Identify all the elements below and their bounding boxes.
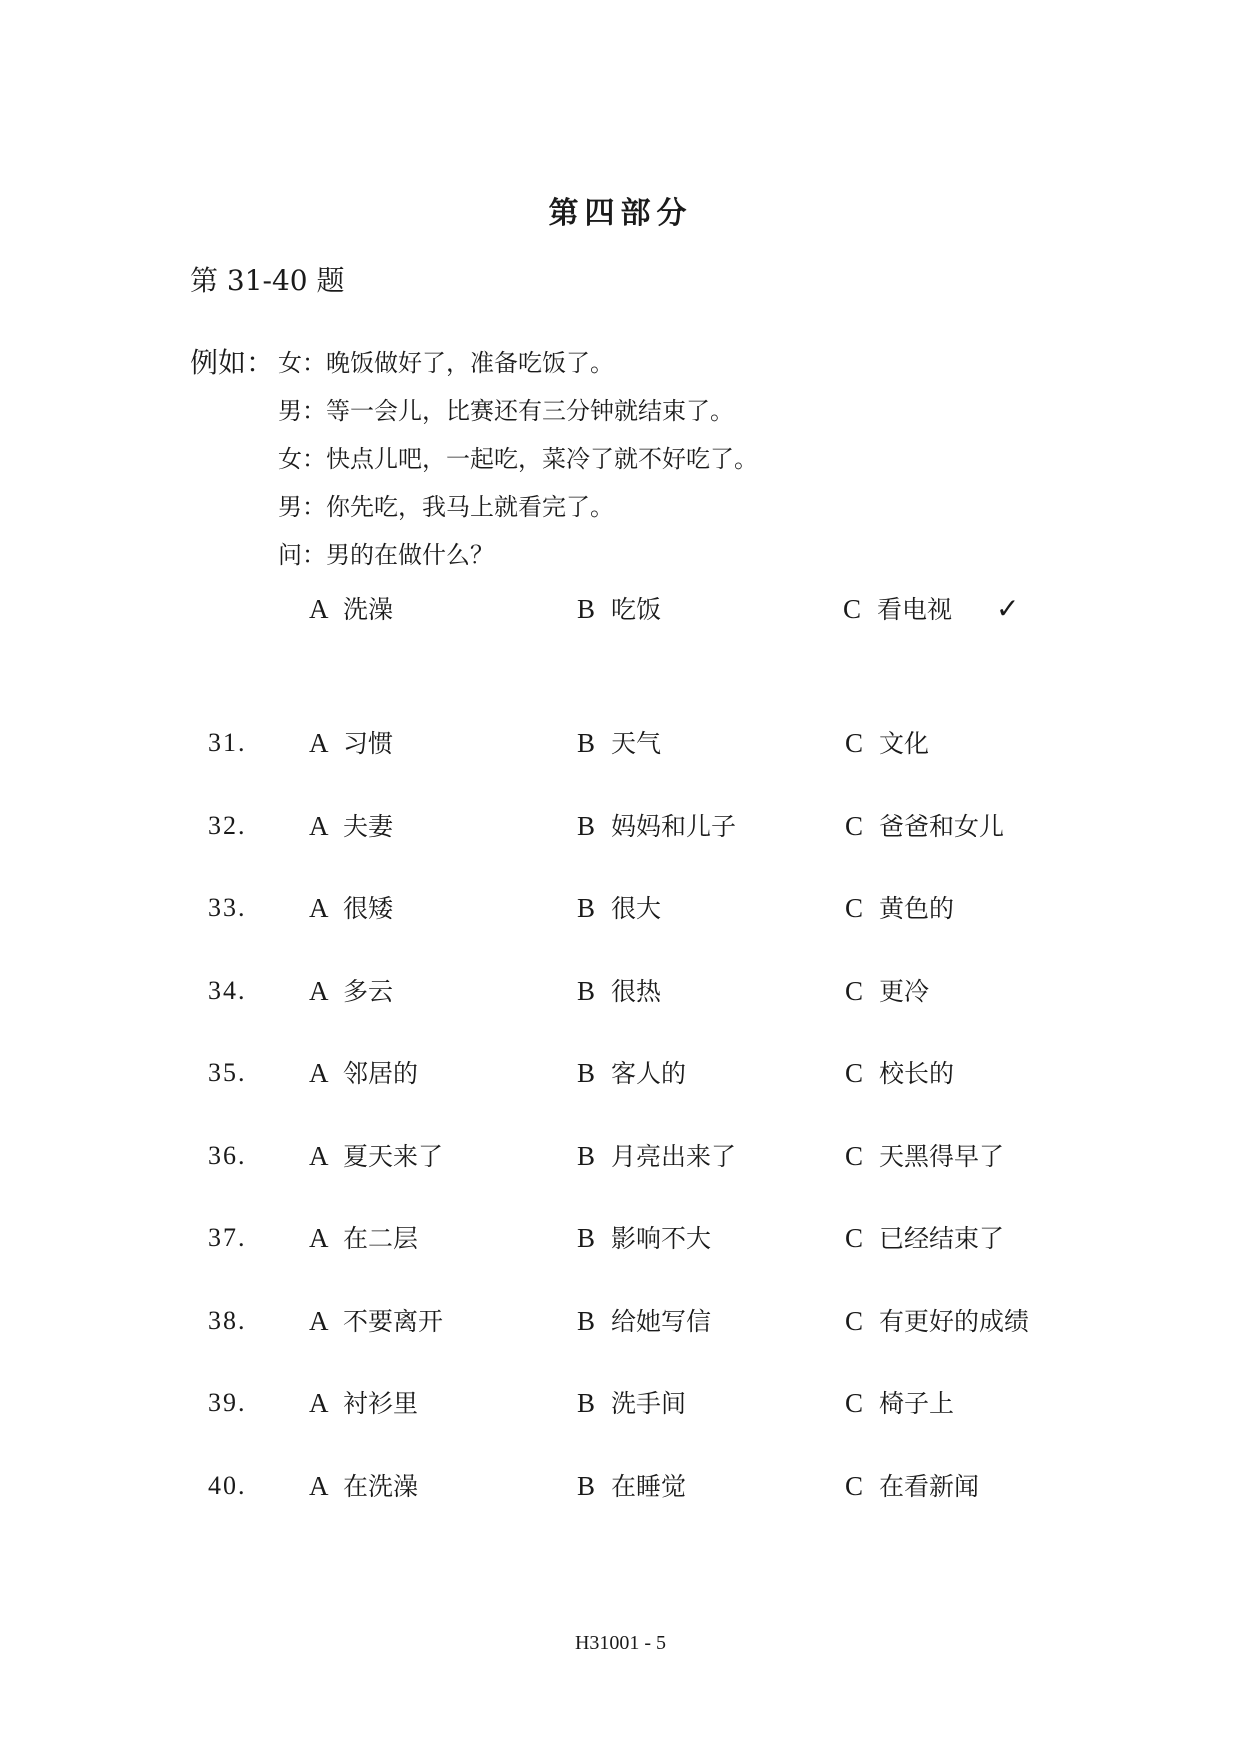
option-letter: C bbox=[845, 976, 864, 1006]
example-option-c bbox=[843, 591, 952, 628]
option-letter: B bbox=[577, 1058, 596, 1088]
option-letter: B bbox=[577, 976, 596, 1006]
example-dialogue-line: 女：晚饭做好了，准备吃饭了。 bbox=[278, 349, 614, 377]
option-letter: A bbox=[309, 1058, 329, 1088]
page-title: 第四部分 bbox=[548, 196, 693, 231]
example-dialogue-line: 男：等一会儿，比赛还有三分钟就结束了。 bbox=[278, 397, 734, 425]
question-option-a bbox=[309, 890, 393, 927]
option-text: 在二层 bbox=[343, 1224, 419, 1253]
option-text: 看电视 bbox=[877, 595, 953, 624]
option-text: 很矮 bbox=[343, 894, 394, 923]
option-letter: C bbox=[845, 1141, 864, 1171]
question-option-c bbox=[845, 890, 954, 927]
question-number: 36. bbox=[208, 1141, 247, 1170]
option-letter: B bbox=[577, 1388, 596, 1418]
option-letter: C bbox=[845, 728, 864, 758]
option-letter: A bbox=[309, 594, 329, 624]
option-text: 校长的 bbox=[879, 1059, 955, 1088]
question-option-b bbox=[577, 973, 661, 1010]
option-text: 多云 bbox=[343, 977, 394, 1006]
option-text: 给她写信 bbox=[611, 1307, 712, 1336]
option-letter: A bbox=[309, 976, 329, 1006]
page-footer: H31001 - 5 bbox=[574, 1632, 667, 1654]
question-option-a bbox=[309, 1385, 418, 1422]
option-letter: B bbox=[577, 811, 596, 841]
example-dialogue-line: 女：快点儿吧，一起吃，菜冷了就不好吃了。 bbox=[278, 445, 758, 473]
option-letter: A bbox=[309, 1141, 329, 1171]
option-letter: B bbox=[577, 1141, 596, 1171]
question-option-b bbox=[577, 1138, 736, 1175]
example-dialogue-line: 男：你先吃，我马上就看完了。 bbox=[278, 493, 614, 521]
section-label: 第 31-40 题 bbox=[190, 264, 345, 297]
question-option-b bbox=[577, 890, 661, 927]
question-option-c bbox=[845, 725, 929, 762]
question-option-c bbox=[845, 1220, 1004, 1257]
option-letter: C bbox=[845, 811, 864, 841]
example-option-a bbox=[309, 591, 393, 628]
option-text: 影响不大 bbox=[611, 1224, 712, 1253]
answer-check-icon: ✓ bbox=[996, 592, 1020, 625]
question-option-a bbox=[309, 1303, 443, 1340]
question-number: 31. bbox=[208, 728, 247, 757]
question-option-b bbox=[577, 725, 661, 762]
option-text: 洗手间 bbox=[611, 1389, 687, 1418]
option-text: 妈妈和儿子 bbox=[611, 812, 737, 841]
option-letter: A bbox=[309, 1306, 329, 1336]
question-option-c bbox=[845, 973, 929, 1010]
option-text: 有更好的成绩 bbox=[879, 1307, 1030, 1336]
option-text: 夏天来了 bbox=[343, 1142, 444, 1171]
example-question-line: 问：男的在做什么？ bbox=[278, 541, 494, 569]
option-letter: A bbox=[309, 728, 329, 758]
question-number: 33. bbox=[208, 893, 247, 922]
option-text: 洗澡 bbox=[343, 595, 394, 624]
question-number: 34. bbox=[208, 976, 247, 1005]
option-text: 已经结束了 bbox=[879, 1224, 1005, 1253]
option-text: 吃饭 bbox=[611, 595, 662, 624]
option-letter: C bbox=[845, 893, 864, 923]
question-option-a bbox=[309, 1055, 418, 1092]
option-text: 爸爸和女儿 bbox=[879, 812, 1005, 841]
option-letter: A bbox=[309, 1471, 329, 1501]
option-text: 在洗澡 bbox=[343, 1472, 419, 1501]
option-text: 邻居的 bbox=[343, 1059, 419, 1088]
question-option-a bbox=[309, 973, 393, 1010]
question-option-a bbox=[309, 1138, 443, 1175]
question-number: 37. bbox=[208, 1223, 247, 1252]
option-letter: B bbox=[577, 1471, 596, 1501]
option-text: 天黑得早了 bbox=[879, 1142, 1005, 1171]
option-text: 月亮出来了 bbox=[611, 1142, 737, 1171]
option-text: 黄色的 bbox=[879, 894, 955, 923]
question-number: 40. bbox=[208, 1471, 247, 1500]
option-letter: B bbox=[577, 594, 596, 624]
option-text: 天气 bbox=[611, 729, 662, 758]
question-option-b bbox=[577, 1220, 711, 1257]
option-text: 衬衫里 bbox=[343, 1389, 419, 1418]
option-text: 在看新闻 bbox=[879, 1472, 980, 1501]
option-letter: B bbox=[577, 1223, 596, 1253]
question-option-c bbox=[845, 808, 1004, 845]
option-letter: C bbox=[845, 1058, 864, 1088]
question-option-b bbox=[577, 1055, 686, 1092]
option-text: 更冷 bbox=[879, 977, 930, 1006]
option-letter: C bbox=[845, 1223, 864, 1253]
option-letter: B bbox=[577, 728, 596, 758]
option-letter: A bbox=[309, 1388, 329, 1418]
question-number: 32. bbox=[208, 811, 247, 840]
question-option-a bbox=[309, 1220, 418, 1257]
question-option-b bbox=[577, 808, 736, 845]
option-letter: A bbox=[309, 1223, 329, 1253]
option-letter: A bbox=[309, 893, 329, 923]
question-option-c bbox=[845, 1055, 954, 1092]
option-letter: B bbox=[577, 1306, 596, 1336]
option-text: 客人的 bbox=[611, 1059, 687, 1088]
option-letter: C bbox=[845, 1306, 864, 1336]
question-option-c bbox=[845, 1303, 1029, 1340]
option-letter: B bbox=[577, 893, 596, 923]
example-option-b bbox=[577, 591, 661, 628]
option-text: 不要离开 bbox=[343, 1307, 444, 1336]
question-option-c bbox=[845, 1138, 1004, 1175]
option-letter: C bbox=[843, 594, 862, 624]
question-number: 38. bbox=[208, 1306, 247, 1335]
option-letter: C bbox=[845, 1388, 864, 1418]
option-text: 椅子上 bbox=[879, 1389, 955, 1418]
option-text: 在睡觉 bbox=[611, 1472, 687, 1501]
question-option-b bbox=[577, 1468, 686, 1505]
question-number: 35. bbox=[208, 1058, 247, 1087]
option-text: 习惯 bbox=[343, 729, 394, 758]
option-text: 夫妻 bbox=[343, 812, 394, 841]
question-option-b bbox=[577, 1303, 711, 1340]
option-letter: A bbox=[309, 811, 329, 841]
question-number: 39. bbox=[208, 1388, 247, 1417]
question-option-c bbox=[845, 1468, 979, 1505]
option-text: 很大 bbox=[611, 894, 662, 923]
question-option-a bbox=[309, 808, 393, 845]
option-letter: C bbox=[845, 1471, 864, 1501]
example-prefix: 例如： bbox=[190, 346, 275, 379]
option-text: 很热 bbox=[611, 977, 662, 1006]
option-text: 文化 bbox=[879, 729, 930, 758]
question-option-a bbox=[309, 1468, 418, 1505]
question-option-a bbox=[309, 725, 393, 762]
question-option-c bbox=[845, 1385, 954, 1422]
question-option-b bbox=[577, 1385, 686, 1422]
